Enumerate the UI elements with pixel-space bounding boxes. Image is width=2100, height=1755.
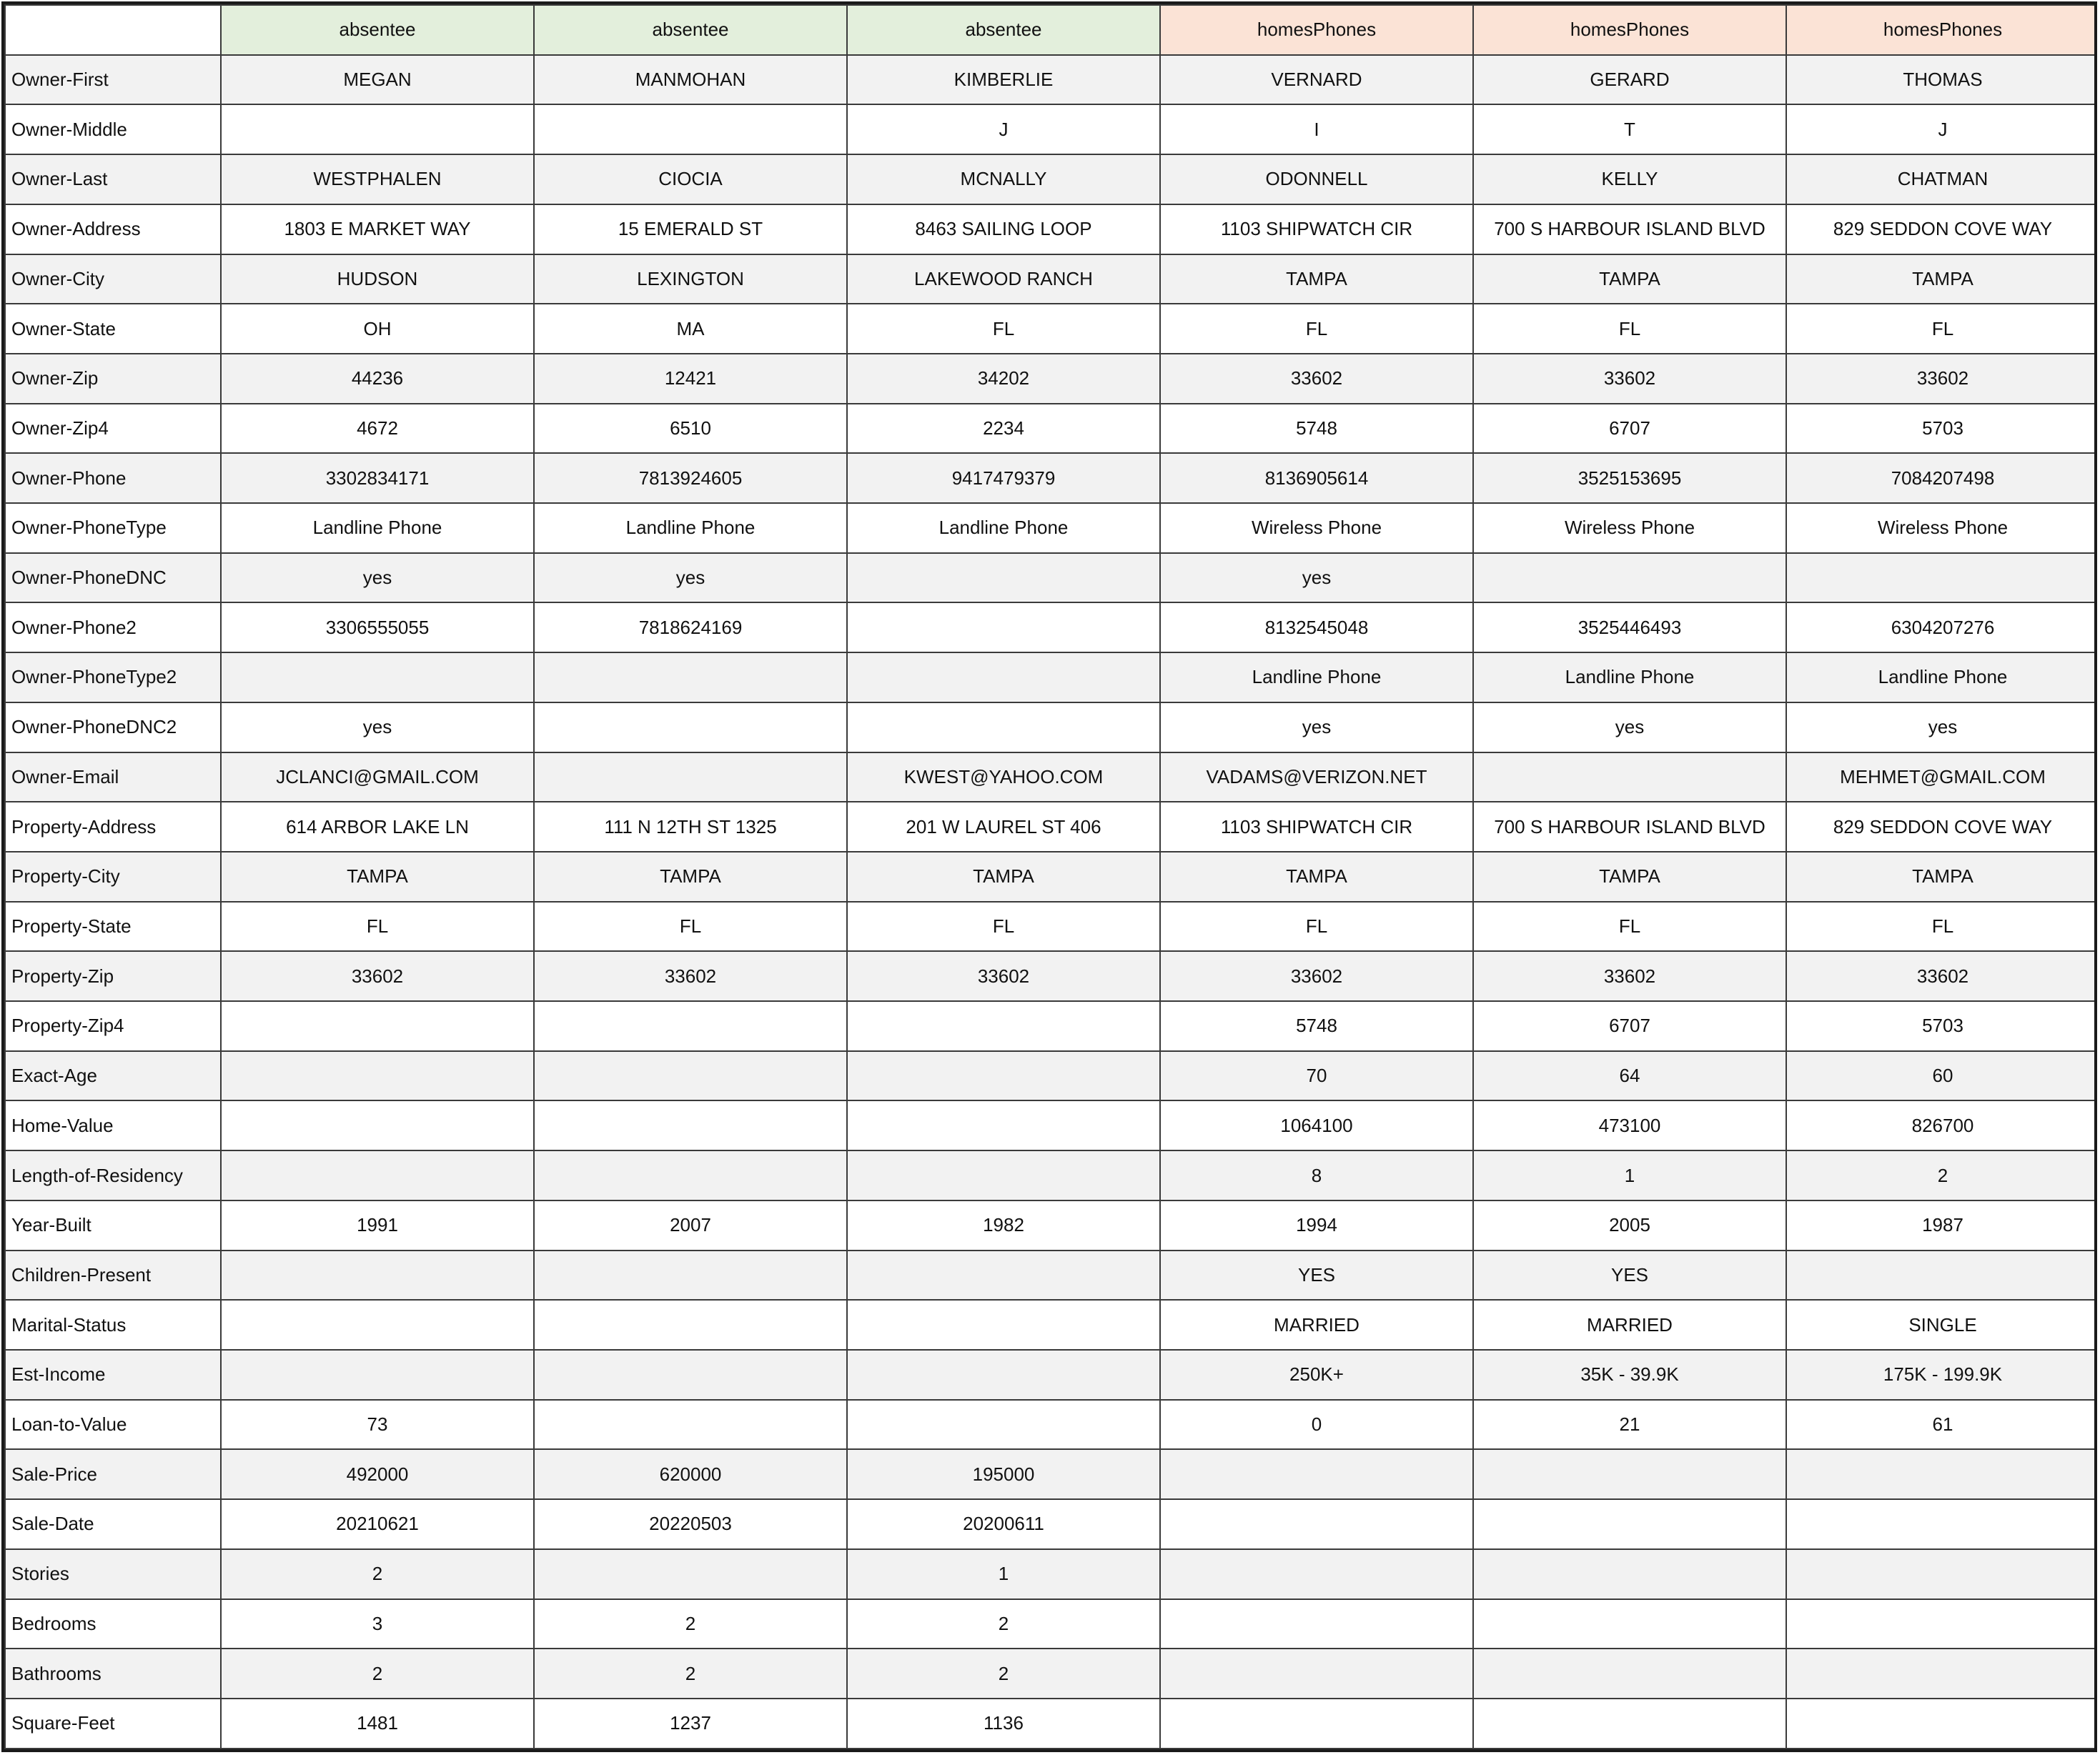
table-cell[interactable]: 3306555055 — [221, 602, 534, 652]
table-cell[interactable]: 2007 — [534, 1200, 847, 1251]
table-cell[interactable]: GERARD — [1473, 55, 1786, 105]
table-body — [5, 5, 2097, 1749]
table-cell[interactable]: VADAMS@VERIZON.NET — [1160, 752, 1473, 802]
table-cell[interactable]: Landline Phone — [1160, 652, 1473, 702]
table-row — [5, 503, 2097, 553]
table-cell[interactable]: MCNALLY — [847, 154, 1160, 204]
table-cell[interactable] — [534, 104, 847, 154]
table-cell[interactable] — [534, 1150, 847, 1200]
table-row — [5, 1251, 2097, 1301]
table-cell[interactable]: MEHMET@GMAIL.COM — [1786, 752, 2097, 802]
row-label-cell[interactable]: Sale-Date — [5, 1499, 221, 1549]
column-header[interactable]: absentee — [221, 5, 534, 55]
table-cell[interactable] — [1473, 752, 1786, 802]
table-cell[interactable]: YES — [1473, 1251, 1786, 1301]
table-cell[interactable]: 0 — [1160, 1400, 1473, 1450]
table-cell[interactable]: 73 — [221, 1400, 534, 1450]
table-cell[interactable] — [1786, 553, 2097, 603]
table-cell[interactable]: 1982 — [847, 1200, 1160, 1251]
table-cell[interactable] — [1786, 1599, 2097, 1649]
table-cell[interactable]: 1 — [1473, 1150, 1786, 1200]
table-cell[interactable]: 8463 SAILING LOOP — [847, 204, 1160, 254]
row-label-cell[interactable]: Owner-PhoneDNC — [5, 553, 221, 603]
table-cell[interactable]: 111 N 12TH ST 1325 — [534, 802, 847, 852]
table-cell[interactable]: 60 — [1786, 1051, 2097, 1101]
table-cell[interactable] — [1160, 1499, 1473, 1549]
table-cell[interactable]: FL — [847, 902, 1160, 952]
table-cell[interactable]: 33602 — [847, 951, 1160, 1001]
table-cell[interactable]: KWEST@YAHOO.COM — [847, 752, 1160, 802]
row-label-cell[interactable]: Owner-First — [5, 55, 221, 105]
table-cell[interactable]: 7813924605 — [534, 453, 847, 503]
table-row — [5, 204, 2097, 254]
table-cell[interactable]: J — [847, 104, 1160, 154]
table-cell[interactable] — [847, 1350, 1160, 1400]
table-cell[interactable] — [1786, 1251, 2097, 1301]
table-cell[interactable]: 20200611 — [847, 1499, 1160, 1549]
table-row — [5, 1200, 2097, 1251]
table-cell[interactable]: KELLY — [1473, 154, 1786, 204]
table-cell[interactable] — [1473, 1499, 1786, 1549]
table-cell[interactable]: 5748 — [1160, 404, 1473, 454]
table-cell[interactable] — [221, 104, 534, 154]
column-header[interactable]: absentee — [847, 5, 1160, 55]
table-cell[interactable] — [1473, 1549, 1786, 1599]
table-cell[interactable]: 195000 — [847, 1449, 1160, 1499]
table-cell[interactable]: FL — [1473, 902, 1786, 952]
table-cell[interactable]: 4672 — [221, 404, 534, 454]
table-cell[interactable]: 7084207498 — [1786, 453, 2097, 503]
table-row — [5, 1150, 2097, 1200]
table-cell[interactable] — [221, 1300, 534, 1350]
table-row — [5, 404, 2097, 454]
table-cell[interactable]: 1136 — [847, 1699, 1160, 1749]
row-label-cell[interactable]: Property-Zip — [5, 951, 221, 1001]
table-cell[interactable] — [847, 1001, 1160, 1051]
table-cell[interactable] — [1786, 1549, 2097, 1599]
table-cell[interactable]: WESTPHALEN — [221, 154, 534, 204]
table-cell[interactable]: FL — [1160, 304, 1473, 354]
table-cell[interactable]: 21 — [1473, 1400, 1786, 1450]
table-cell[interactable]: 614 ARBOR LAKE LN — [221, 802, 534, 852]
spreadsheet — [1, 1, 2097, 1752]
table-cell[interactable] — [534, 1100, 847, 1150]
table-cell[interactable]: 829 SEDDON COVE WAY — [1786, 802, 2097, 852]
table-cell[interactable]: CHATMAN — [1786, 154, 2097, 204]
table-cell[interactable]: FL — [1786, 304, 2097, 354]
table-cell[interactable]: TAMPA — [221, 852, 534, 902]
table-cell[interactable]: 2 — [534, 1649, 847, 1699]
table-row — [5, 453, 2097, 503]
table-cell[interactable]: 33602 — [1160, 354, 1473, 404]
table-row — [5, 254, 2097, 304]
table-cell[interactable] — [1473, 1699, 1786, 1749]
table-cell[interactable]: 3525153695 — [1473, 453, 1786, 503]
table-cell[interactable]: 70 — [1160, 1051, 1473, 1101]
table-cell[interactable] — [221, 1051, 534, 1101]
table-cell[interactable] — [1473, 553, 1786, 603]
table-cell[interactable]: 8136905614 — [1160, 453, 1473, 503]
table-cell[interactable]: FL — [1473, 304, 1786, 354]
table-cell[interactable]: HUDSON — [221, 254, 534, 304]
table-row — [5, 951, 2097, 1001]
table-cell[interactable]: 33602 — [1160, 951, 1473, 1001]
column-header[interactable]: homesPhones — [1786, 5, 2097, 55]
table-cell[interactable]: yes — [534, 553, 847, 603]
table-cell[interactable] — [1160, 1599, 1473, 1649]
row-label-cell[interactable]: Property-Zip4 — [5, 1001, 221, 1051]
table-cell[interactable] — [847, 652, 1160, 702]
table-cell[interactable]: 2 — [1786, 1150, 2097, 1200]
table-cell[interactable]: yes — [221, 702, 534, 752]
table-cell[interactable]: 33602 — [221, 951, 534, 1001]
table-cell[interactable]: 1987 — [1786, 1200, 2097, 1251]
table-row — [5, 154, 2097, 204]
table-cell[interactable]: FL — [1786, 902, 2097, 952]
row-label-cell[interactable]: Owner-Last — [5, 154, 221, 204]
table-cell[interactable] — [847, 702, 1160, 752]
table-cell[interactable] — [847, 1100, 1160, 1150]
table-cell[interactable]: TAMPA — [847, 852, 1160, 902]
table-cell[interactable]: 826700 — [1786, 1100, 2097, 1150]
table-cell[interactable]: OH — [221, 304, 534, 354]
table-cell[interactable]: 34202 — [847, 354, 1160, 404]
table-cell[interactable]: 250K+ — [1160, 1350, 1473, 1400]
table-cell[interactable]: 2 — [534, 1599, 847, 1649]
row-label-cell[interactable]: Owner-State — [5, 304, 221, 354]
table-cell[interactable]: 700 S HARBOUR ISLAND BLVD — [1473, 204, 1786, 254]
table-cell[interactable]: TAMPA — [1786, 254, 2097, 304]
table-cell[interactable]: 61 — [1786, 1400, 2097, 1450]
table-cell[interactable]: MANMOHAN — [534, 55, 847, 105]
table-cell[interactable]: 2 — [847, 1599, 1160, 1649]
table-cell[interactable]: 6707 — [1473, 404, 1786, 454]
table-cell[interactable] — [847, 1400, 1160, 1450]
table-cell[interactable]: 3525446493 — [1473, 602, 1786, 652]
table-row — [5, 1549, 2097, 1599]
table-cell[interactable] — [534, 1300, 847, 1350]
table-row — [5, 1400, 2097, 1450]
row-label-cell[interactable]: Home-Value — [5, 1100, 221, 1150]
table-cell[interactable]: 6304207276 — [1786, 602, 2097, 652]
table-row — [5, 1649, 2097, 1699]
row-label-cell[interactable]: Square-Feet — [5, 1699, 221, 1749]
table-cell[interactable]: LEXINGTON — [534, 254, 847, 304]
table-cell[interactable]: J — [1786, 104, 2097, 154]
table-cell[interactable]: Wireless Phone — [1473, 503, 1786, 553]
row-label-cell[interactable]: Owner-Email — [5, 752, 221, 802]
table-cell[interactable]: 7818624169 — [534, 602, 847, 652]
table-cell[interactable]: FL — [1160, 902, 1473, 952]
table-cell[interactable]: Landline Phone — [221, 503, 534, 553]
records-table — [4, 4, 2097, 1749]
table-cell[interactable] — [221, 1100, 534, 1150]
table-cell[interactable]: 6707 — [1473, 1001, 1786, 1051]
table-cell[interactable]: I — [1160, 104, 1473, 154]
row-label-cell[interactable]: Owner-Phone2 — [5, 602, 221, 652]
table-cell[interactable]: MA — [534, 304, 847, 354]
table-cell[interactable]: 3 — [221, 1599, 534, 1649]
table-cell[interactable] — [534, 1400, 847, 1450]
table-cell[interactable]: JCLANCI@GMAIL.COM — [221, 752, 534, 802]
table-row — [5, 55, 2097, 105]
table-cell[interactable]: yes — [1160, 553, 1473, 603]
row-label-cell[interactable]: Owner-Middle — [5, 104, 221, 154]
table-cell[interactable]: 829 SEDDON COVE WAY — [1786, 204, 2097, 254]
table-cell[interactable]: 5703 — [1786, 404, 2097, 454]
table-cell[interactable]: Wireless Phone — [1786, 503, 2097, 553]
table-cell[interactable] — [1473, 1449, 1786, 1499]
table-cell[interactable] — [534, 1001, 847, 1051]
table-cell[interactable] — [534, 652, 847, 702]
table-cell[interactable]: 175K - 199.9K — [1786, 1350, 2097, 1400]
table-cell[interactable]: yes — [1160, 702, 1473, 752]
row-label-cell[interactable]: Property-State — [5, 902, 221, 952]
table-cell[interactable]: KIMBERLIE — [847, 55, 1160, 105]
table-cell[interactable] — [221, 1350, 534, 1400]
table-cell[interactable]: LAKEWOOD RANCH — [847, 254, 1160, 304]
column-header[interactable]: absentee — [534, 5, 847, 55]
row-label-cell[interactable]: Est-Income — [5, 1350, 221, 1400]
row-label-cell[interactable]: Marital-Status — [5, 1300, 221, 1350]
table-cell[interactable]: 33602 — [1473, 951, 1786, 1001]
table-cell[interactable] — [1160, 1699, 1473, 1749]
row-label-cell[interactable]: Length-of-Residency — [5, 1150, 221, 1200]
table-cell[interactable]: THOMAS — [1786, 55, 2097, 105]
table-cell[interactable]: 33602 — [1786, 354, 2097, 404]
table-row — [5, 304, 2097, 354]
table-cell[interactable] — [847, 1051, 1160, 1101]
column-header[interactable]: homesPhones — [1473, 5, 1786, 55]
table-cell[interactable]: 6510 — [534, 404, 847, 454]
table-row — [5, 652, 2097, 702]
table-cell[interactable]: 5703 — [1786, 1001, 2097, 1051]
table-cell[interactable]: 1064100 — [1160, 1100, 1473, 1150]
table-cell[interactable] — [534, 702, 847, 752]
table-cell[interactable]: FL — [847, 304, 1160, 354]
table-cell[interactable]: Landline Phone — [1786, 652, 2097, 702]
table-cell[interactable] — [1473, 1649, 1786, 1699]
table-cell[interactable]: TAMPA — [1160, 852, 1473, 902]
table-cell[interactable]: MARRIED — [1473, 1300, 1786, 1350]
table-cell[interactable]: CIOCIA — [534, 154, 847, 204]
table-cell[interactable]: 8132545048 — [1160, 602, 1473, 652]
table-cell[interactable]: 33602 — [1473, 354, 1786, 404]
table-cell[interactable] — [1160, 1449, 1473, 1499]
table-cell[interactable]: MEGAN — [221, 55, 534, 105]
table-cell[interactable]: 1481 — [221, 1699, 534, 1749]
table-cell[interactable]: 2 — [221, 1549, 534, 1599]
table-cell[interactable]: 8 — [1160, 1150, 1473, 1200]
column-header[interactable]: homesPhones — [1160, 5, 1473, 55]
table-cell[interactable]: Wireless Phone — [1160, 503, 1473, 553]
table-cell[interactable]: SINGLE — [1786, 1300, 2097, 1350]
table-cell[interactable]: 35K - 39.9K — [1473, 1350, 1786, 1400]
table-cell[interactable]: 33602 — [1786, 951, 2097, 1001]
row-label-cell[interactable]: Exact-Age — [5, 1051, 221, 1101]
table-row — [5, 702, 2097, 752]
table-cell[interactable]: 1103 SHIPWATCH CIR — [1160, 802, 1473, 852]
table-cell[interactable] — [1160, 1649, 1473, 1699]
table-cell[interactable]: 64 — [1473, 1051, 1786, 1101]
table-cell[interactable]: Landline Phone — [534, 503, 847, 553]
header-row — [5, 5, 2097, 55]
table-cell[interactable]: YES — [1160, 1251, 1473, 1301]
row-label-cell[interactable]: Property-Address — [5, 802, 221, 852]
row-label-cell[interactable]: Year-Built — [5, 1200, 221, 1251]
table-cell[interactable] — [1786, 1649, 2097, 1699]
corner-cell[interactable] — [5, 5, 221, 55]
table-cell[interactable]: 1237 — [534, 1699, 847, 1749]
table-cell[interactable]: 12421 — [534, 354, 847, 404]
table-cell[interactable] — [847, 1300, 1160, 1350]
table-cell[interactable] — [221, 1001, 534, 1051]
table-cell[interactable]: 2 — [221, 1649, 534, 1699]
table-cell[interactable] — [847, 1251, 1160, 1301]
table-row — [5, 1699, 2097, 1749]
table-row — [5, 1300, 2097, 1350]
table-cell[interactable] — [534, 1549, 847, 1599]
table-cell[interactable]: 9417479379 — [847, 453, 1160, 503]
table-cell[interactable]: TAMPA — [1473, 254, 1786, 304]
table-cell[interactable]: 2 — [847, 1649, 1160, 1699]
row-label-cell[interactable]: Bathrooms — [5, 1649, 221, 1699]
table-row — [5, 104, 2097, 154]
table-cell[interactable]: TAMPA — [1160, 254, 1473, 304]
table-cell[interactable] — [221, 1251, 534, 1301]
table-cell[interactable]: yes — [221, 553, 534, 603]
table-cell[interactable]: 20220503 — [534, 1499, 847, 1549]
table-cell[interactable]: 1994 — [1160, 1200, 1473, 1251]
table-cell[interactable] — [847, 602, 1160, 652]
table-cell[interactable]: 700 S HARBOUR ISLAND BLVD — [1473, 802, 1786, 852]
table-cell[interactable] — [534, 1350, 847, 1400]
table-cell[interactable]: Landline Phone — [1473, 652, 1786, 702]
row-label-cell[interactable]: Owner-PhoneType2 — [5, 652, 221, 702]
row-label-cell[interactable]: Owner-Phone — [5, 453, 221, 503]
table-row — [5, 1100, 2097, 1150]
table-cell[interactable] — [534, 752, 847, 802]
table-cell[interactable] — [221, 1150, 534, 1200]
table-cell[interactable]: VERNARD — [1160, 55, 1473, 105]
table-cell[interactable]: 1 — [847, 1549, 1160, 1599]
table-cell[interactable]: ODONNELL — [1160, 154, 1473, 204]
table-cell[interactable] — [534, 1051, 847, 1101]
table-cell[interactable]: TAMPA — [1473, 852, 1786, 902]
row-label-cell[interactable]: Bedrooms — [5, 1599, 221, 1649]
table-row — [5, 1449, 2097, 1499]
table-row — [5, 1051, 2097, 1101]
row-label-cell[interactable]: Owner-PhoneDNC2 — [5, 702, 221, 752]
table-row — [5, 553, 2097, 603]
table-row — [5, 902, 2097, 952]
table-cell[interactable]: 15 EMERALD ST — [534, 204, 847, 254]
table-cell[interactable]: yes — [1786, 702, 2097, 752]
table-row — [5, 802, 2097, 852]
table-cell[interactable]: TAMPA — [534, 852, 847, 902]
row-label-cell[interactable]: Children-Present — [5, 1251, 221, 1301]
table-cell[interactable]: 33602 — [534, 951, 847, 1001]
table-cell[interactable]: 5748 — [1160, 1001, 1473, 1051]
table-cell[interactable] — [1786, 1449, 2097, 1499]
table-cell[interactable]: 201 W LAUREL ST 406 — [847, 802, 1160, 852]
table-cell[interactable]: FL — [221, 902, 534, 952]
row-label-cell[interactable]: Owner-Address — [5, 204, 221, 254]
row-label-cell[interactable]: Owner-Zip — [5, 354, 221, 404]
table-cell[interactable]: 44236 — [221, 354, 534, 404]
table-cell[interactable] — [1786, 1699, 2097, 1749]
table-cell[interactable]: 3302834171 — [221, 453, 534, 503]
table-cell[interactable] — [1473, 1599, 1786, 1649]
table-cell[interactable]: FL — [534, 902, 847, 952]
table-cell[interactable] — [847, 1150, 1160, 1200]
table-cell[interactable]: 2005 — [1473, 1200, 1786, 1251]
table-row — [5, 1599, 2097, 1649]
table-cell[interactable] — [1160, 1549, 1473, 1599]
table-cell[interactable]: 1803 E MARKET WAY — [221, 204, 534, 254]
row-label-cell[interactable]: Owner-PhoneType — [5, 503, 221, 553]
table-cell[interactable]: 2234 — [847, 404, 1160, 454]
table-cell[interactable]: 473100 — [1473, 1100, 1786, 1150]
table-cell[interactable]: yes — [1473, 702, 1786, 752]
table-cell[interactable]: T — [1473, 104, 1786, 154]
row-label-cell[interactable]: Loan-to-Value — [5, 1400, 221, 1450]
table-cell[interactable] — [847, 553, 1160, 603]
row-label-cell[interactable]: Owner-City — [5, 254, 221, 304]
table-cell[interactable]: TAMPA — [1786, 852, 2097, 902]
table-cell[interactable]: 492000 — [221, 1449, 534, 1499]
row-label-cell[interactable]: Property-City — [5, 852, 221, 902]
row-label-cell[interactable]: Sale-Price — [5, 1449, 221, 1499]
table-cell[interactable]: 20210621 — [221, 1499, 534, 1549]
table-row — [5, 354, 2097, 404]
row-label-cell[interactable]: Owner-Zip4 — [5, 404, 221, 454]
table-row — [5, 1001, 2097, 1051]
table-row — [5, 1350, 2097, 1400]
table-cell[interactable]: Landline Phone — [847, 503, 1160, 553]
table-cell[interactable] — [1786, 1499, 2097, 1549]
table-cell[interactable]: 1103 SHIPWATCH CIR — [1160, 204, 1473, 254]
table-cell[interactable]: 1991 — [221, 1200, 534, 1251]
table-row — [5, 1499, 2097, 1549]
table-cell[interactable] — [534, 1251, 847, 1301]
table-row — [5, 852, 2097, 902]
table-row — [5, 602, 2097, 652]
table-cell[interactable] — [221, 652, 534, 702]
table-cell[interactable]: MARRIED — [1160, 1300, 1473, 1350]
table-cell[interactable]: 620000 — [534, 1449, 847, 1499]
table-row — [5, 752, 2097, 802]
row-label-cell[interactable]: Stories — [5, 1549, 221, 1599]
